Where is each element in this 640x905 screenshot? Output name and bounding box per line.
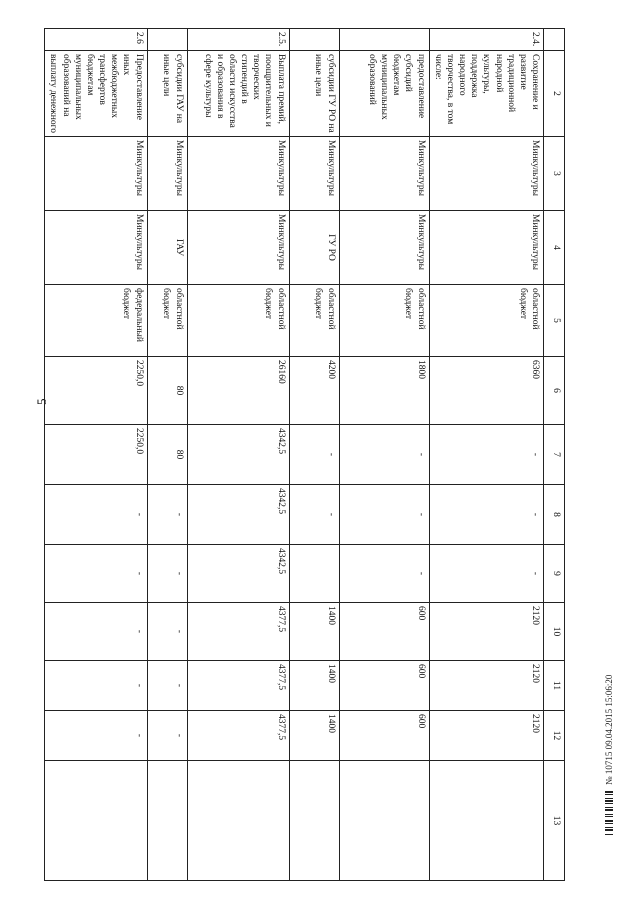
header-cell: 11	[544, 661, 565, 711]
header-cell: 12	[544, 711, 565, 761]
year-value: 4342,5	[187, 425, 289, 485]
funding-source: областной бюджет	[289, 285, 339, 357]
budget-table	[44, 28, 565, 881]
note-cell	[429, 761, 543, 881]
activity-name: Сохранение и развитие традиционной народной культуры, поддержка народного творчества, в том числе:	[429, 51, 543, 137]
header-cell: 8	[544, 485, 565, 545]
year-value: 4342,5	[187, 545, 289, 603]
year-value	[289, 545, 339, 603]
year-value: -	[147, 603, 187, 661]
total-value: 80	[147, 357, 187, 425]
year-value: -	[147, 485, 187, 545]
year-value: 4377,5	[187, 603, 289, 661]
year-value: -	[429, 545, 543, 603]
total-value: 26160	[187, 357, 289, 425]
barcode-icon	[605, 791, 613, 835]
year-value: -	[289, 485, 339, 545]
table-row	[147, 29, 187, 881]
funding-source: федеральный бюджет	[45, 285, 147, 357]
header-cell: 10	[544, 603, 565, 661]
activity-name: предоставление субсидий бюджетам муниципальных образований	[339, 51, 429, 137]
header-cell: 9	[544, 545, 565, 603]
budget-table-sheet	[48, 28, 565, 880]
funding-source: областной бюджет	[429, 285, 543, 357]
total-value: 4200	[289, 357, 339, 425]
row-number: 2.4.	[429, 29, 543, 51]
row-number	[339, 29, 429, 51]
year-value: -	[147, 545, 187, 603]
funding-source: областной бюджет	[339, 285, 429, 357]
year-value: 2120	[429, 661, 543, 711]
funding-source: областной бюджет	[147, 285, 187, 357]
activity-name: субсидии ГАУ на иные цели	[147, 51, 187, 137]
year-value: 600	[339, 603, 429, 661]
recipient: ГАУ	[147, 211, 187, 285]
row-number	[147, 29, 187, 51]
activity-name: Предоставление иных межбюджетных трансфертов бюджетам муниципальных образований на выплату денежного	[45, 51, 147, 137]
registration-stamp	[604, 675, 614, 835]
header-cell: 7	[544, 425, 565, 485]
header-cell: 13	[544, 761, 565, 881]
year-value: 80	[147, 425, 187, 485]
recipient: Минкультуры	[429, 211, 543, 285]
table-row	[289, 29, 339, 881]
table-row	[339, 29, 429, 881]
year-value: 4377,5	[187, 661, 289, 711]
note-cell	[289, 761, 339, 881]
header-cell: 3	[544, 137, 565, 211]
year-value: -	[429, 425, 543, 485]
year-value: 1400	[289, 711, 339, 761]
year-value: 2250,0	[45, 425, 147, 485]
header-row	[544, 29, 565, 881]
total-value: 2250,0	[45, 357, 147, 425]
funding-source: областной бюджет	[187, 285, 289, 357]
year-value: -	[289, 425, 339, 485]
table-body	[45, 29, 544, 881]
year-value: 600	[339, 661, 429, 711]
executor: Минкультуры	[429, 137, 543, 211]
header-cell	[544, 29, 565, 51]
header-cell: 4	[544, 211, 565, 285]
executor: Минкультуры	[289, 137, 339, 211]
total-value: 6360	[429, 357, 543, 425]
header-cell: 2	[544, 51, 565, 137]
executor: Минкультуры	[45, 137, 147, 211]
year-value: -	[147, 711, 187, 761]
total-value: 1800	[339, 357, 429, 425]
year-value: 1400	[289, 603, 339, 661]
stamp-text: № 10715 09.04.2015 15:06:20	[604, 674, 614, 785]
table-row	[187, 29, 289, 881]
row-number: 2.5.	[187, 29, 289, 51]
note-cell	[45, 761, 147, 881]
year-value: -	[339, 425, 429, 485]
year-value: 4342,5	[187, 485, 289, 545]
table-row	[45, 29, 147, 881]
year-value: -	[45, 545, 147, 603]
header-cell: 6	[544, 357, 565, 425]
year-value: 600	[339, 711, 429, 761]
year-value: -	[339, 545, 429, 603]
executor: Минкультуры	[339, 137, 429, 211]
activity-name: Выплата премий, поощрительных и творческих стипендий в области искусства и образования в сфере культуры	[187, 51, 289, 137]
executor: Минкультуры	[147, 137, 187, 211]
header-cell: 5	[544, 285, 565, 357]
year-value: -	[45, 661, 147, 711]
recipient: ГУ РО	[289, 211, 339, 285]
year-value: 2120	[429, 711, 543, 761]
row-number: 2.6	[45, 29, 147, 51]
note-cell	[147, 761, 187, 881]
year-value: -	[45, 711, 147, 761]
recipient: Минкультуры	[45, 211, 147, 285]
year-value: -	[45, 485, 147, 545]
recipient: Минкультуры	[339, 211, 429, 285]
recipient: Минкультуры	[187, 211, 289, 285]
year-value: -	[339, 485, 429, 545]
year-value: 1400	[289, 661, 339, 711]
row-number	[289, 29, 339, 51]
executor: Минкультуры	[187, 137, 289, 211]
note-cell	[187, 761, 289, 881]
note-cell	[339, 761, 429, 881]
table-row	[429, 29, 543, 881]
year-value: 2120	[429, 603, 543, 661]
page-number: 5	[34, 398, 49, 405]
year-value: -	[429, 485, 543, 545]
year-value: -	[45, 603, 147, 661]
year-value: 4377,5	[187, 711, 289, 761]
activity-name: субсидии ГУ РО на иные цели	[289, 51, 339, 137]
year-value: -	[147, 661, 187, 711]
